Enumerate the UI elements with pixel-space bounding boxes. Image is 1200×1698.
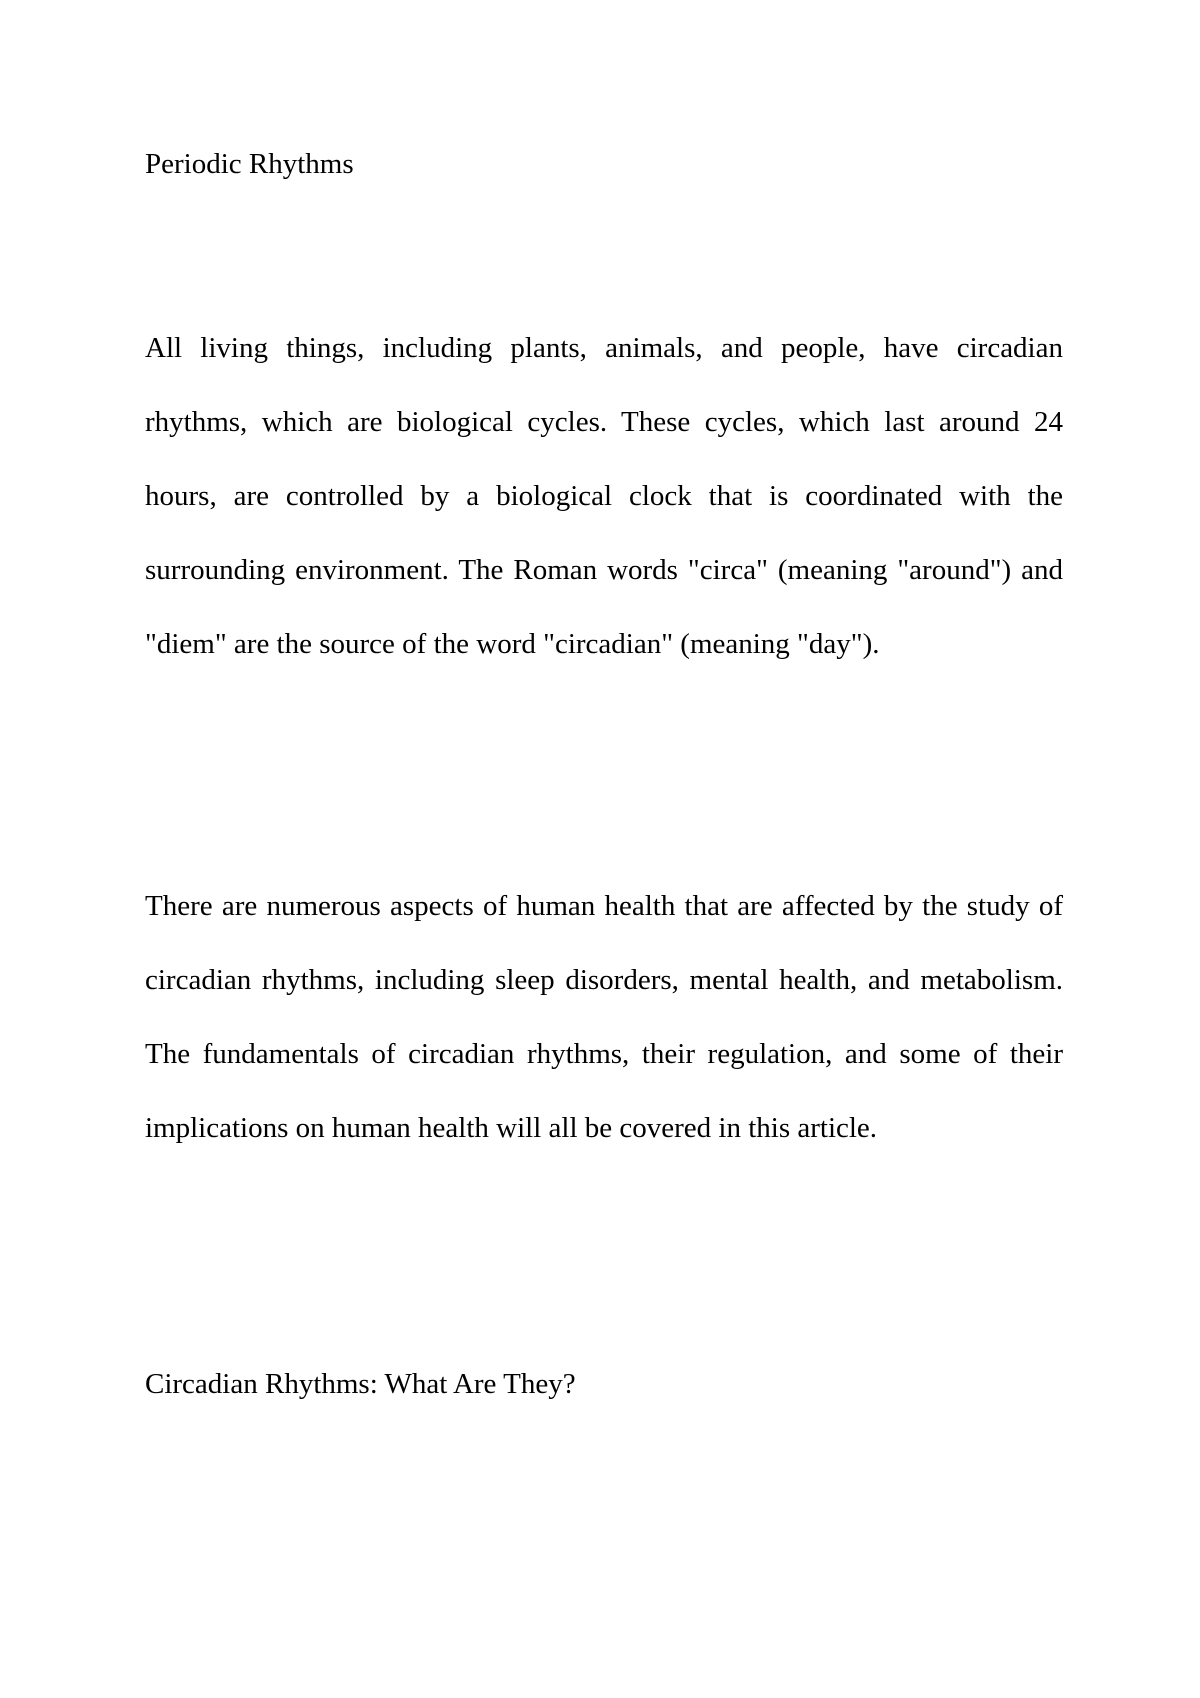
- body-paragraph-1: All living things, including plants, animals, and people, have circadian rhythms, which are biological cycles. These cycles, which last around 24 hours, are controlled by a biological clock that is coordinated with the surrounding environment. The Roman words "circa" (meaning "around") and "diem" are the source of the word "circadian" (meaning "day").: [145, 332, 1063, 660]
- section-heading: Circadian Rhythms: What Are They?: [145, 1368, 576, 1400]
- body-paragraph-2: There are numerous aspects of human health that are affected by the study of circadian rhythms, including sleep disorders, mental health, and metabolism. The fundamentals of circadian rhythms, their regulation, and some of their implications on human health will all be covered in this article.: [145, 890, 1063, 1144]
- document-title: Periodic Rhythms: [145, 148, 354, 180]
